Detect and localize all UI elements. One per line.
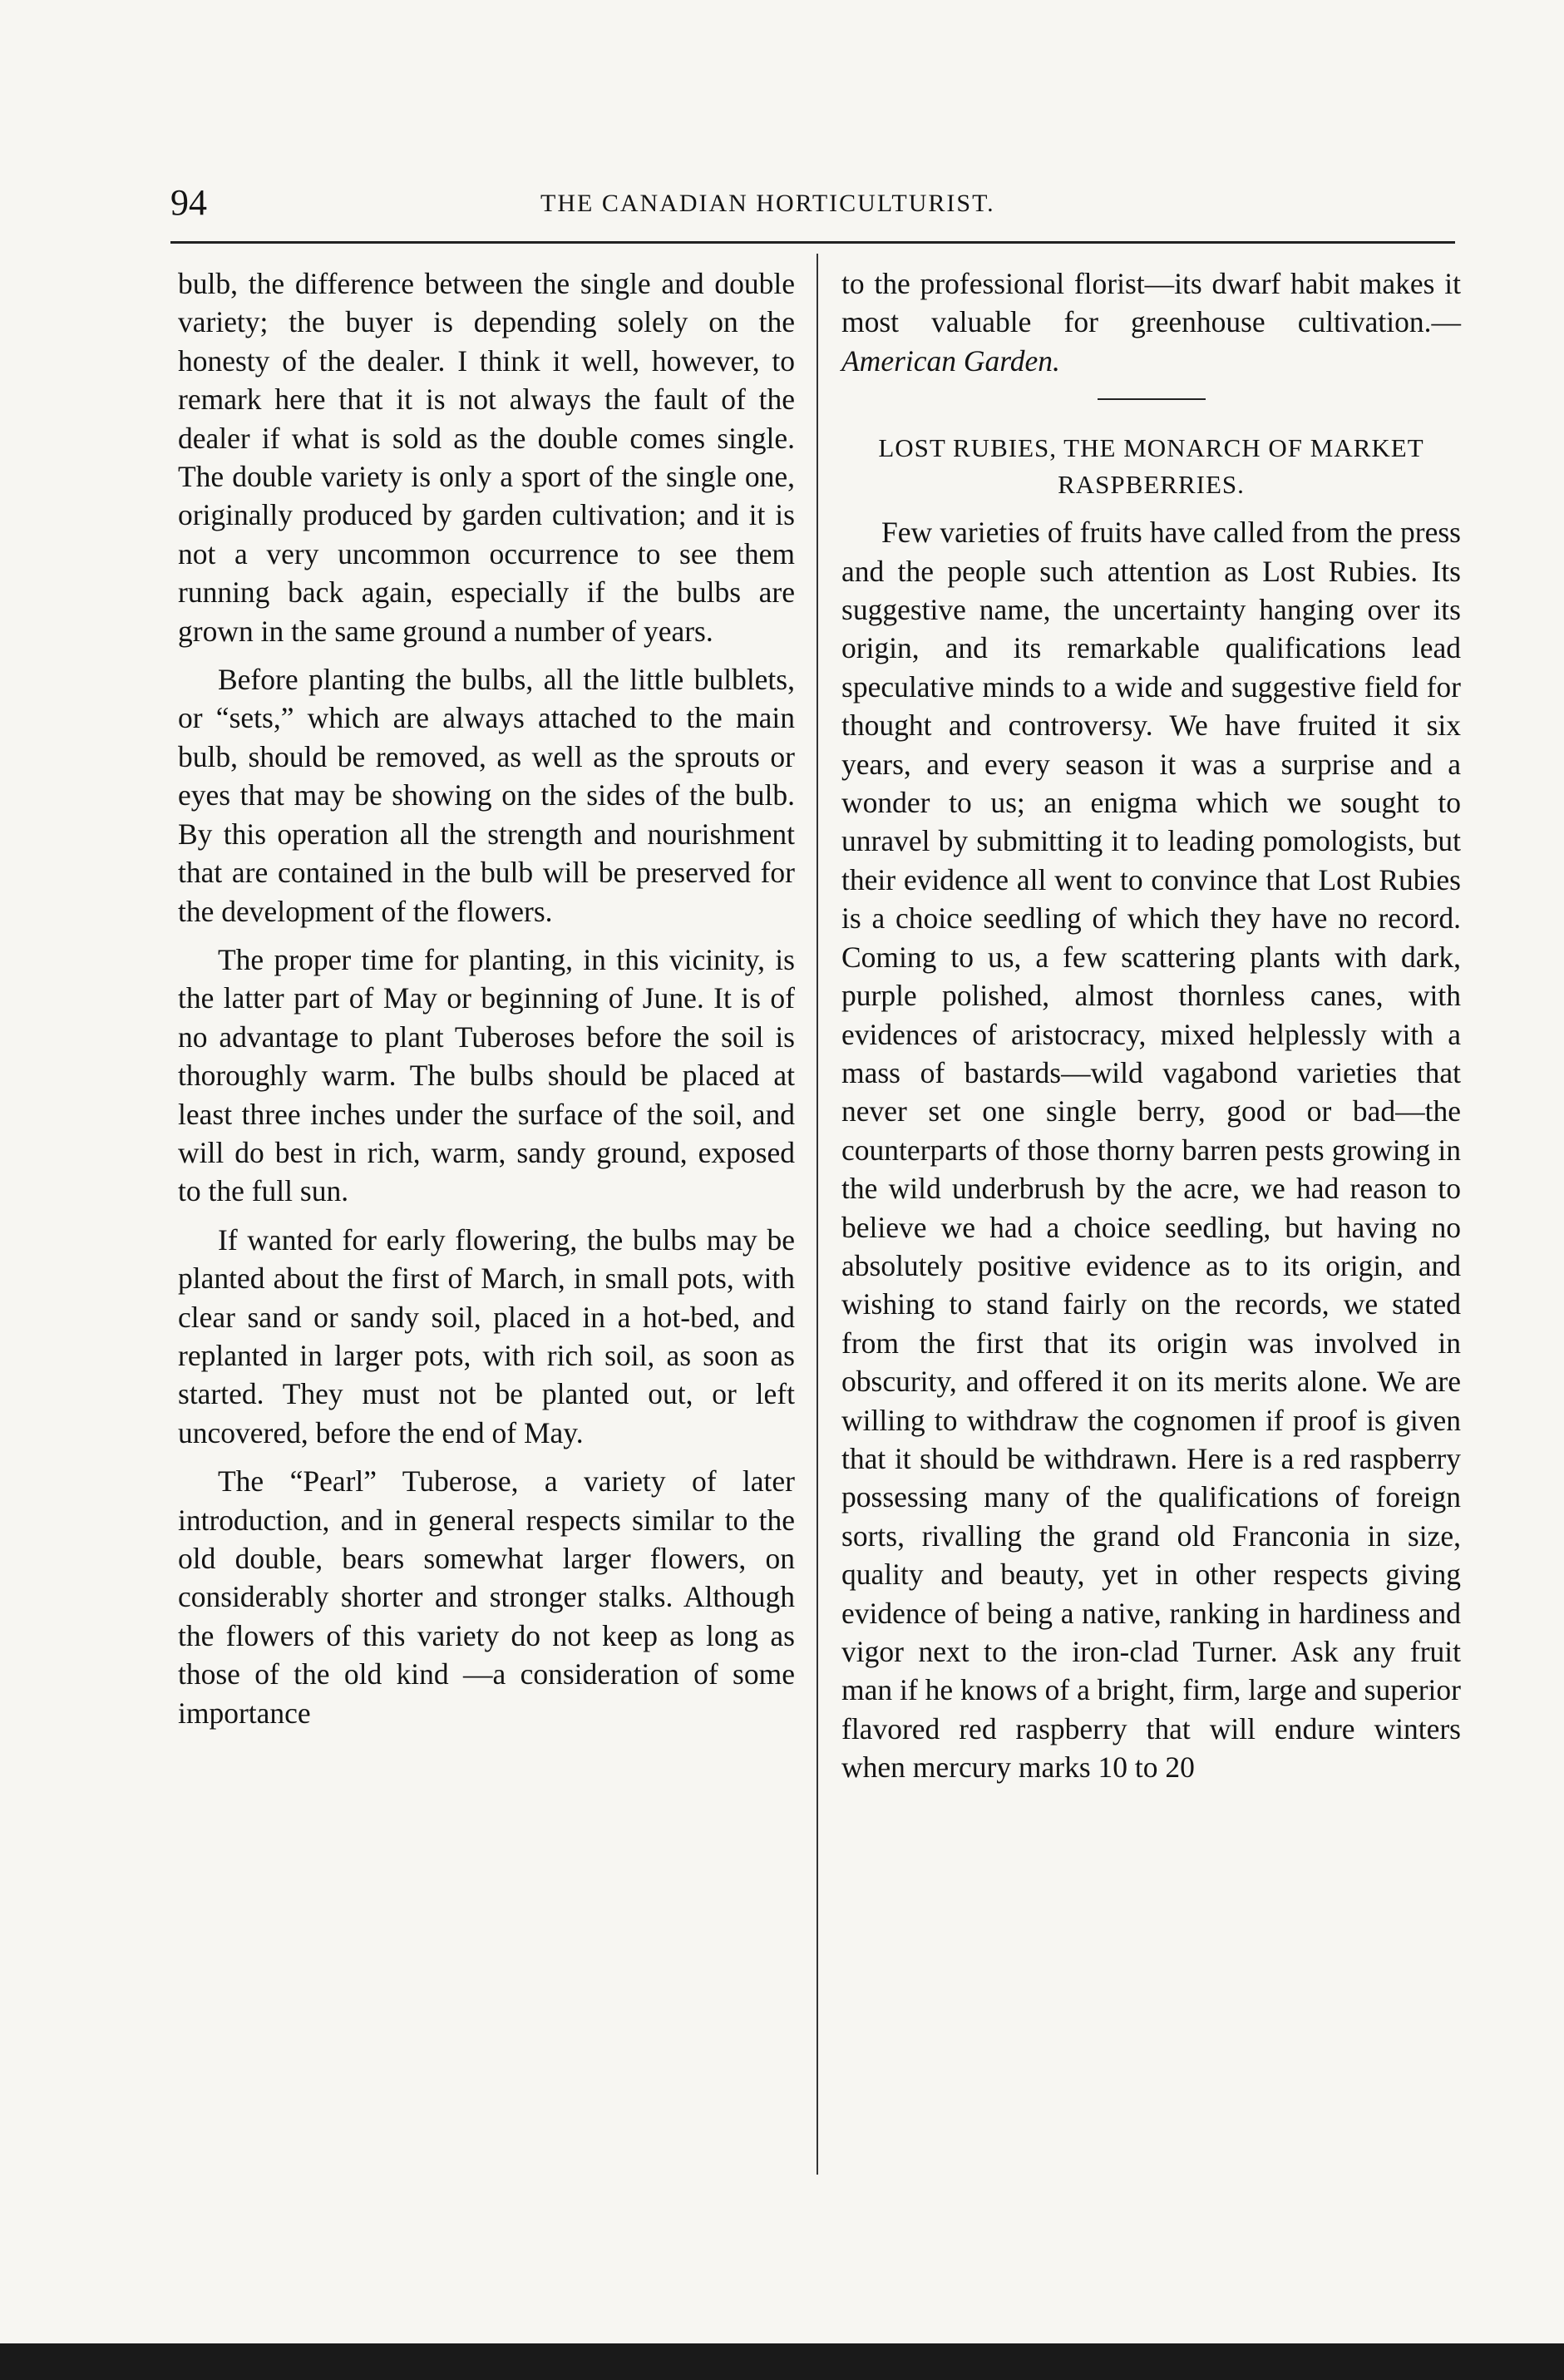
column-divider: [817, 254, 818, 2175]
paragraph: If wanted for early flowering, the bulbs may be planted about the first of March, in small pots, with clear sand or sandy soil, placed in a hot-bed, and replanted in larger pots, with rich soil, as soon as started. They must not be planted out, or left uncovered, before the end of May.: [178, 1222, 795, 1449]
paragraph: Few varieties of fruits have called from the press and the people such attention as Lost Rubies. Its suggestive name, the uncertainty hanging over its origin, and its remarkable qualifications lead speculative minds to a wide and suggestive field for thought and controversy. We have fruited it six years, and every season it was a surprise and a wonder to us; an enigma which we sought to unravel by submitting it to leading pomologists, but their evidence all went to convince that Lost Rubies is a choice seedling of which they have no record. Coming to us, a few scattering plants with dark, purple polished, almost thornless canes, with evidences of aristocracy, mixed helplessly with a mass of bastards—wild vagabond varieties that never set one single berry, good or bad—the counterparts of those thorny barren pests growing in the wild underbrush by the acre, we had reason to believe we had a choice seedling, but having no absolutely positive evidence as to its origin, and wishing to stand fairly on the records, we stated from the first that its origin was involved in obscurity, and offered it on its merits alone. We are willing to withdraw the cognomen if proof is given that it should be withdrawn. Here is a red raspberry possessing many of the qualifications of foreign sorts, rivalling the grand old Franconia in size, quality and beauty, yet in other respects giving evidence of being a native, ranking in hardiness and vigor next to the iron-clad Turner. Ask any fruit man if he knows of a bright, firm, large and superior flavored red raspberry that will endure winters when mercury marks 10 to 20: [841, 516, 1461, 1785]
paragraph: bulb, the difference between the single and double variety; the buyer is depending solely on the honesty of the dealer. I think it well, however, to remark here that it is not always the fault of the dealer if what is sold as the double comes single. The double variety is only a sport of the single one, originally produced by garden cultivation; and it is not a very uncommon occurrence to see them running back again, especially if the bulbs are grown in the same ground a number of years.: [178, 267, 795, 648]
paragraph: Before planting the bulbs, all the little bulblets, or “sets,” which are always attached to the main bulb, should be removed, as well as the sprouts or eyes that may be showing on the sides of the bulb. By this operation all the strength and nourishment that are contained in the bulb will be preserved for the development of the flowers.: [178, 663, 795, 928]
scan-bottom-edge: [0, 2343, 1564, 2380]
running-title: THE CANADIAN HORTICULTURIST.: [540, 190, 995, 217]
article-title: LOST RUBIES, THE MONARCH OF MARKET RASPBERRIES.: [878, 433, 1424, 500]
page-number: 94: [170, 182, 207, 223]
left-column: [178, 264, 795, 1742]
continued-paragraph: [841, 264, 1461, 380]
paragraph: The “Pearl” Tuberose, a variety of later introduction, and in general respects similar to the old double, bears somewhat larger flowers, on considerably shorter and stronger stalks. Although the flowers of this variety do not keep as long as those of the old kind —a consideration of some importance: [178, 1464, 795, 1730]
right-column: [841, 264, 1461, 1797]
header-rule: [170, 241, 1455, 244]
section-rule: [1098, 398, 1206, 400]
source-attribution: American Garden.: [841, 343, 1060, 378]
continuation-text: to the professional florist—its dwarf habit makes it most valuable for greenhouse cultivation.—: [841, 267, 1461, 339]
paragraph: The proper time for planting, in this vicinity, is the latter part of May or beginning of June. It is of no advantage to plant Tuberoses before the soil is thoroughly warm. The bulbs should be placed at least three inches under the surface of the soil, and will do best in rich, warm, sandy ground, exposed to the full sun.: [178, 942, 795, 1208]
